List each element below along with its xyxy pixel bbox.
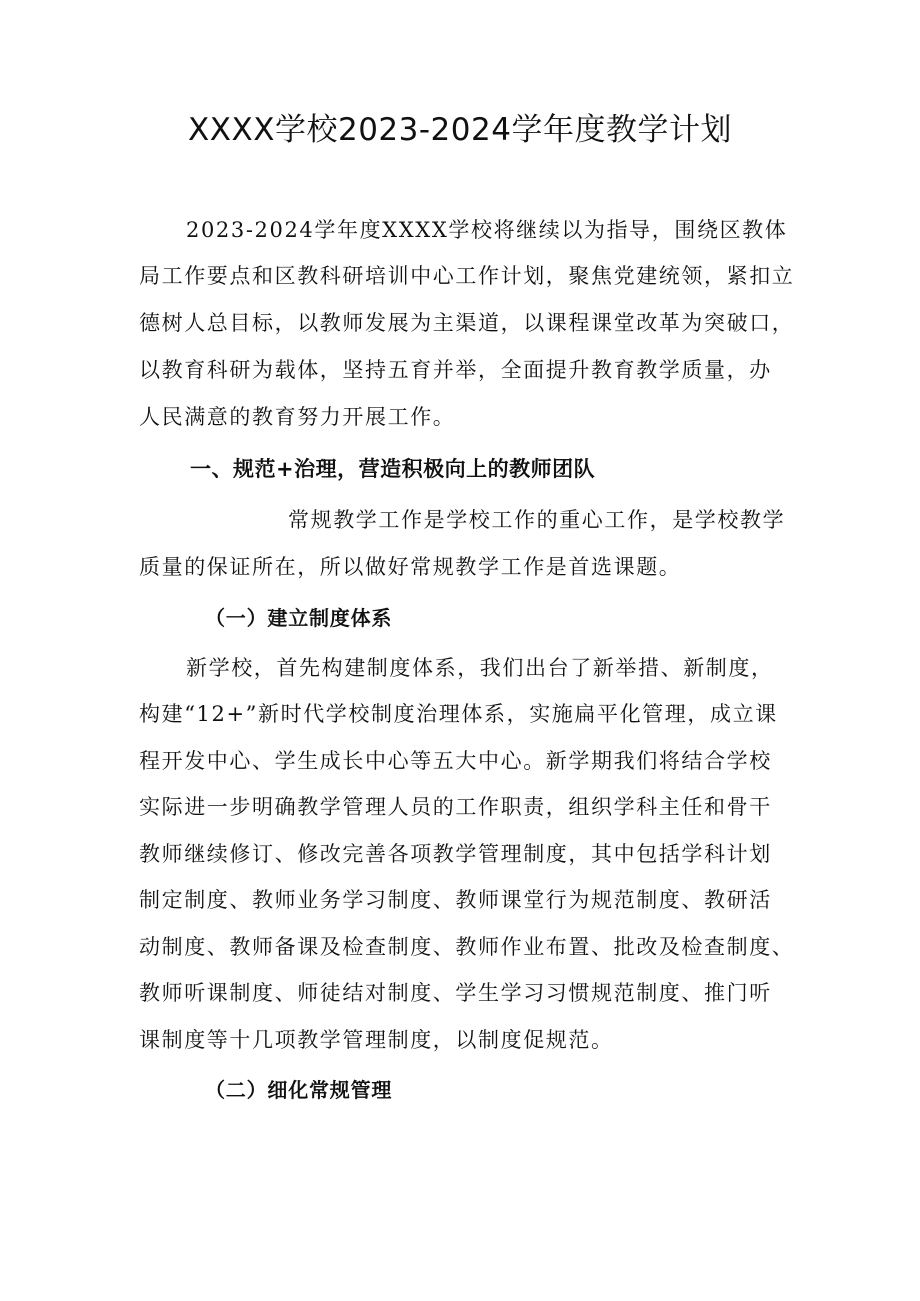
subsection-1-line-1: 新学校，首先构建制度体系，我们出台了新举措、新制度， [186,656,774,680]
section-1-line-2: 质量的保证所在，所以做好常规教学工作是首选课题。 [139,555,682,579]
subsection-1-line-4: 实际进一步明确教学管理人员的工作职责，组织学科主任和骨干 [139,795,772,819]
section-1-heading: 一、规范+治理，营造积极向上的教师团队 [190,457,596,481]
subsection-1-line-9: 课制度等十几项教学管理制度，以制度促规范。 [139,1028,614,1052]
intro-line-5: 人民满意的教育努力开展工作。 [139,405,456,429]
subsection-1-line-7: 动制度、教师备课及检查制度、教师作业布置、批改及检查制度、 [139,935,795,959]
intro-line-3: 德树人总目标，以教师发展为主渠道，以课程课堂改革为突破口， [139,311,795,335]
section-1-line-1: 常规教学工作是学校工作的重心工作，是学校教学 [288,508,786,532]
subsection-1-line-3: 程开发中心、学生成长中心等五大中心。新学期我们将结合学校 [139,749,772,773]
intro-line-1: 2023-2024学年度XXXX学校将继续以为指导，围绕区教体 [186,218,788,242]
subsection-1-line-5: 教师继续修订、修改完善各项教学管理制度，其中包括学科计划 [139,842,772,866]
intro-line-2: 局工作要点和区教科研培训中心工作计划，聚焦党建统领，紧扣立 [139,264,795,288]
subsection-2-heading: （二）细化常规管理 [205,1078,393,1102]
subsection-1-line-8: 教师听课制度、师徒结对制度、学生学习习惯规范制度、推门听 [139,981,772,1005]
document-title: XXXX学校2023-2024学年度教学计划 [188,112,732,148]
subsection-1-line-6: 制定制度、教师业务学习制度、教师课堂行为规范制度、教研活 [139,888,772,912]
subsection-1-heading: （一）建立制度体系 [205,606,393,630]
subsection-1-line-2: 构建“12+”新时代学校制度治理体系，实施扁平化管理，成立课 [139,702,778,726]
intro-line-4: 以教育科研为载体，坚持五育并举，全面提升教育教学质量，办 [139,358,772,382]
